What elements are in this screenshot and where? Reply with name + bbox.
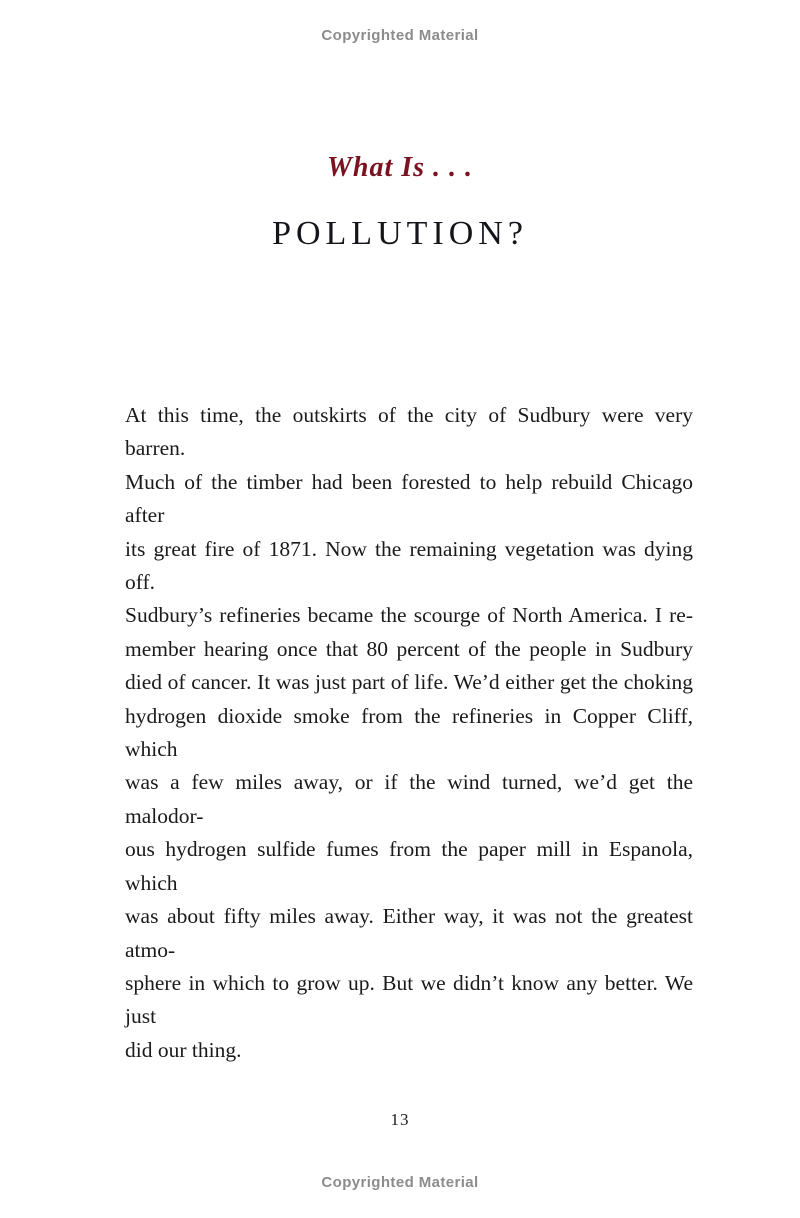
paragraph-line: member hearing once that 80 percent of the people in Sudbury <box>125 636 693 661</box>
paragraph-line: ous hydrogen sulfide fumes from the paper mill in Espanola, which <box>125 837 693 895</box>
paragraph-line: hydrogen dioxide smoke from the refineries in Copper Cliff, which <box>125 703 693 762</box>
paragraph-line: did our thing. <box>125 1037 242 1062</box>
paragraph-line: sphere in which to grow up. But we didn’t know any better. We just <box>125 970 693 1029</box>
paragraph-line: At this time, the outskirts of the city of Sudbury were very barren. <box>125 403 693 461</box>
paragraph-line: Much of the timber had been forested to help rebuild Chicago after <box>125 469 693 528</box>
paragraph-line: Sudbury’s refineries became the scourge of North America. I re- <box>125 603 693 628</box>
chapter-title: POLLUTION? <box>272 215 528 252</box>
paragraph-line: was a few miles away, or if the wind turned, we’d get the malodor- <box>125 770 693 828</box>
paragraph-line: its great fire of 1871. Now the remaining vegetation was dying off. <box>125 536 693 595</box>
copyright-notice-top: Copyrighted Material <box>321 27 479 44</box>
copyright-notice-bottom: Copyrighted Material <box>321 1174 479 1191</box>
paragraph-line: died of cancer. It was just part of life. We’d either get the choking <box>125 670 693 695</box>
chapter-kicker: What Is . . . <box>326 152 474 183</box>
page-number: 13 <box>390 1110 410 1129</box>
paragraph-line: was about fifty miles away. Either way, it was not the greatest atmo- <box>125 904 693 962</box>
body-paragraph <box>125 399 693 1067</box>
